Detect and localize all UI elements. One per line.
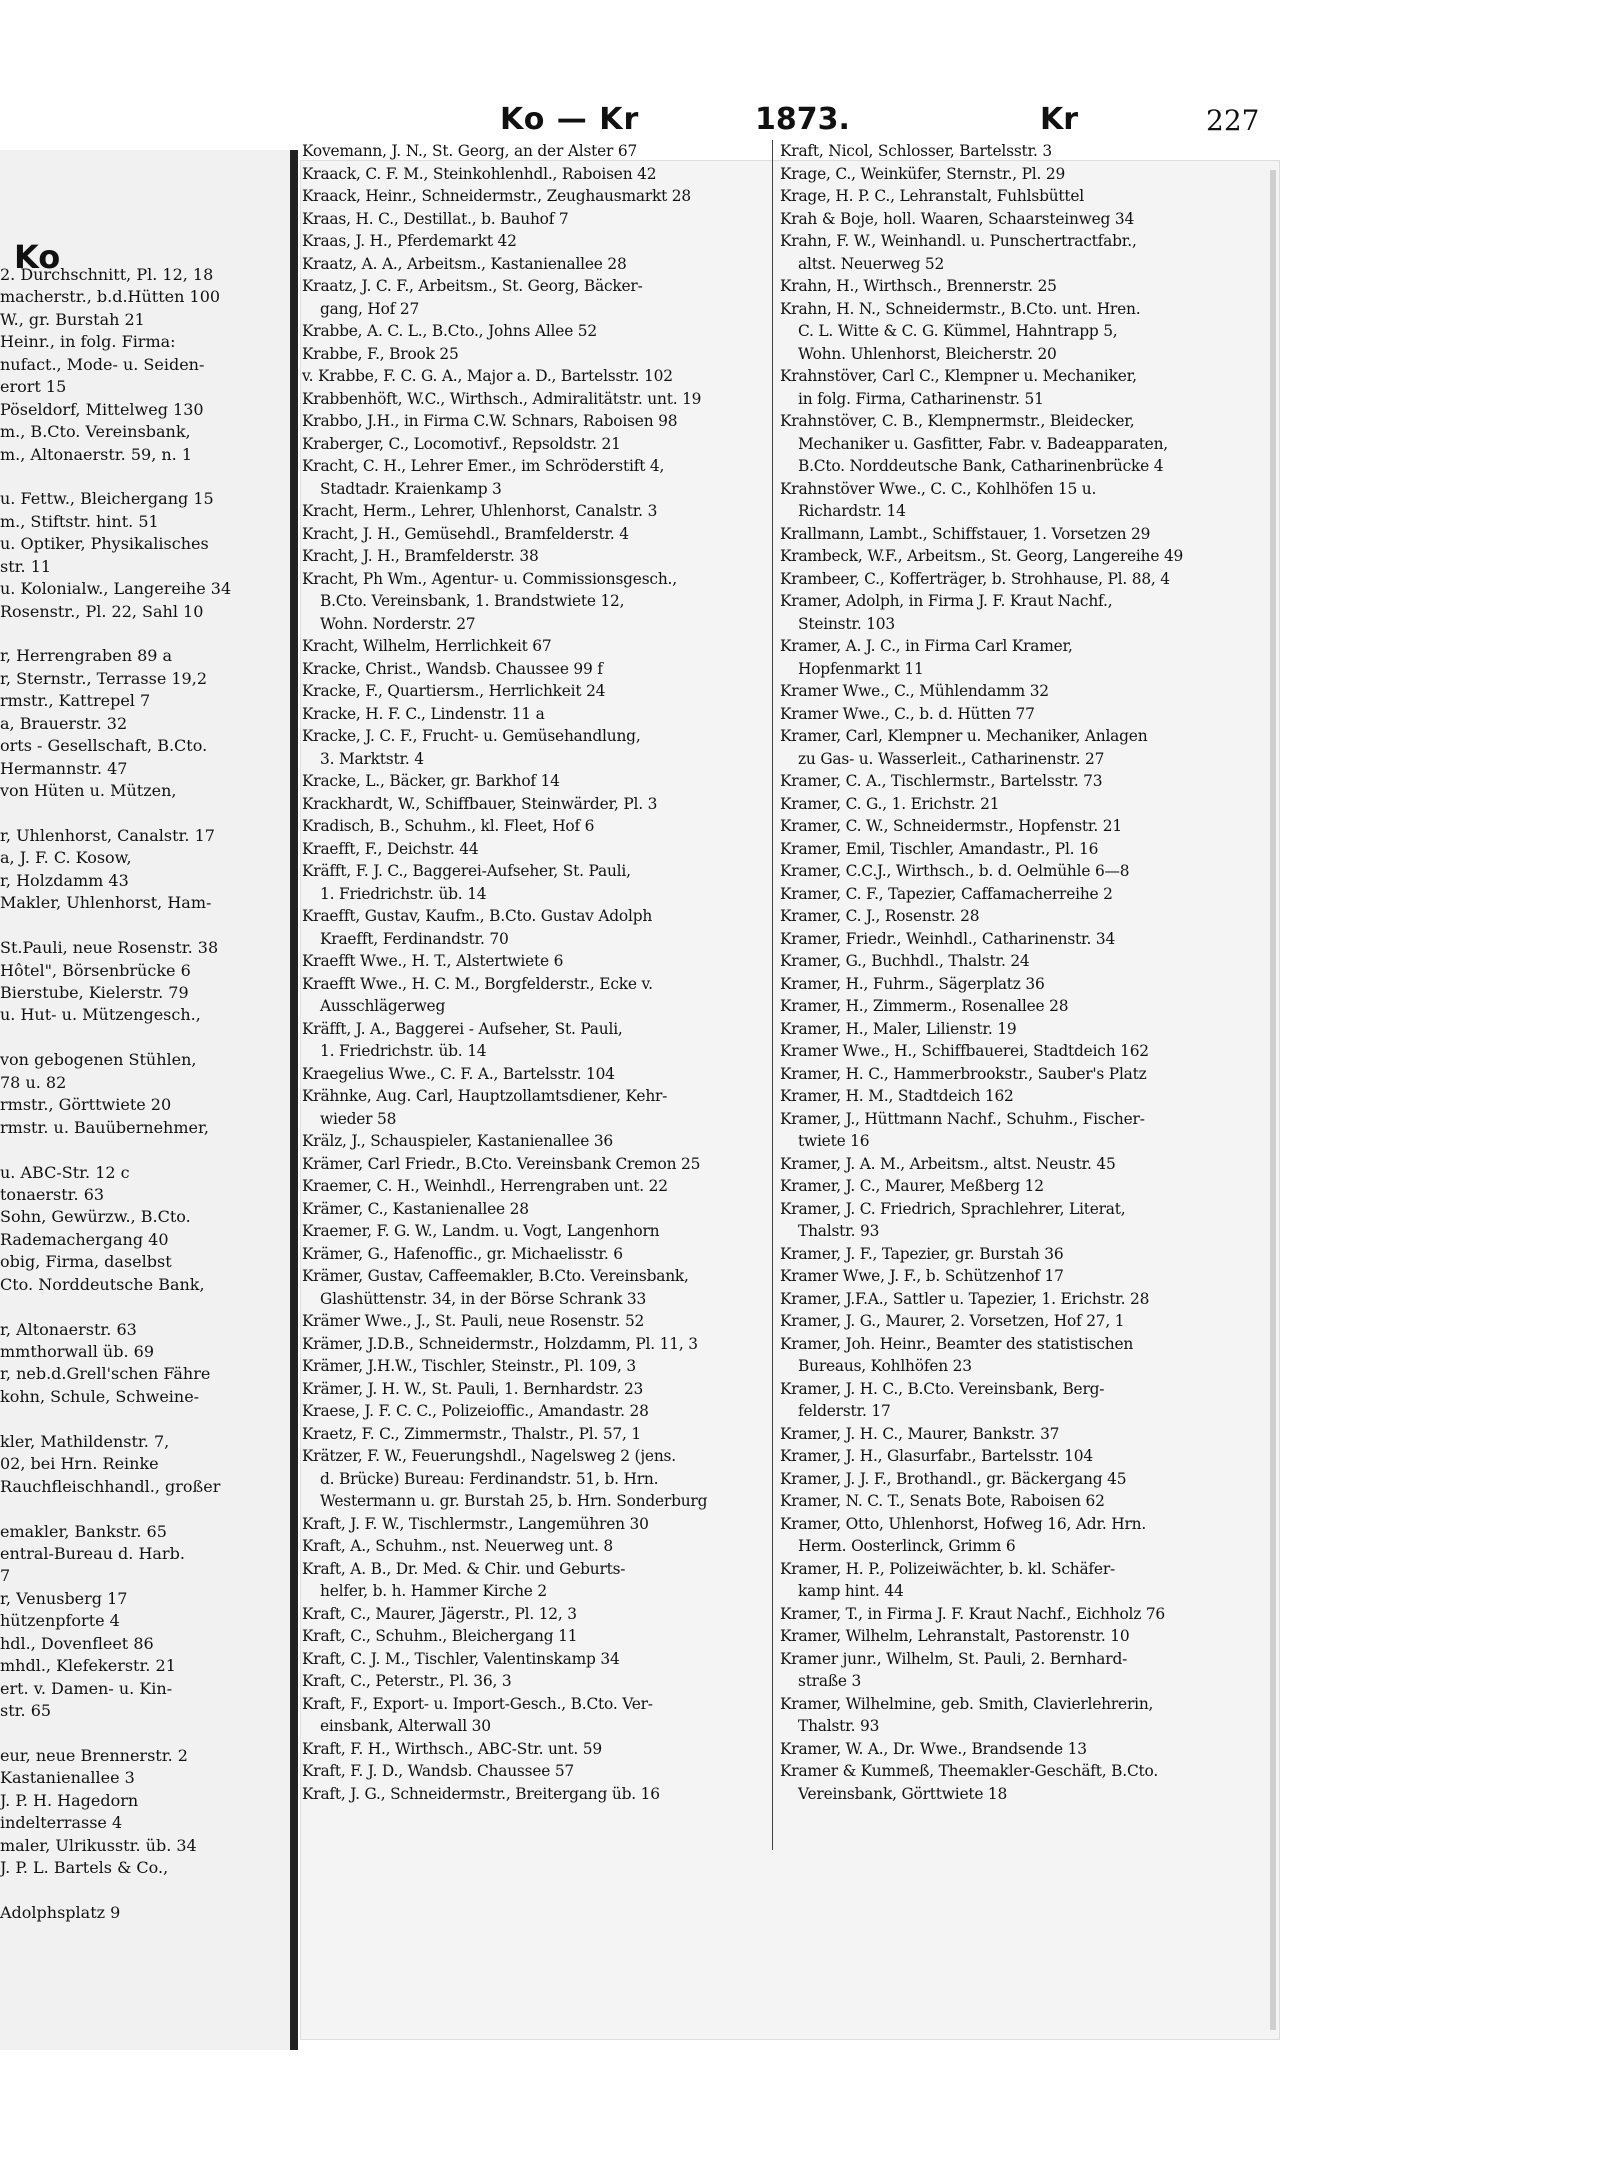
left-page-line: J. P. H. Hagedorn bbox=[0, 1790, 139, 1810]
directory-entry-line: Kramer, C. W., Schneidermstr., Hopfenstr. 21 bbox=[780, 817, 1122, 835]
left-page-lines bbox=[0, 264, 292, 1924]
directory-entry-line: Kraft, A. B., Dr. Med. & Chir. und Geburts- bbox=[302, 1559, 626, 1578]
directory-entry-line: Krahn, H. N., Schneidermstr., B.Cto. unt. Hren. bbox=[780, 299, 1141, 318]
directory-entry-line: B.Cto. Norddeutsche Bank, Catharinenbrücke 4 bbox=[798, 457, 1164, 475]
left-page-line: u. ABC-Str. 12 c bbox=[0, 1162, 130, 1182]
left-page-line: St.Pauli, neue Rosenstr. 38 bbox=[0, 938, 219, 958]
directory-entry-line: Kracht, Herm., Lehrer, Uhlenhorst, Canalstr. 3 bbox=[302, 502, 658, 520]
left-page-line: ert. v. Damen- u. Kin- bbox=[0, 1678, 173, 1698]
left-page-line: nufact., Mode- u. Seiden- bbox=[0, 354, 205, 374]
directory-entry-line: Krambeck, W.F., Arbeitsm., St. Georg, Langereihe 49 bbox=[780, 547, 1184, 565]
left-page-line bbox=[0, 915, 292, 937]
directory-entry-line: Kramer, C. A., Tischlermstr., Bartelsstr. 73 bbox=[780, 772, 1103, 790]
directory-entry-line: Kraefft, Ferdinandstr. 70 bbox=[320, 929, 509, 948]
directory-entry-line: Kracht, J. H., Gemüsehdl., Bramfelderstr. 4 bbox=[302, 524, 629, 543]
directory-entry-line: Bureaus, Kohlhöfen 23 bbox=[798, 1357, 972, 1375]
directory-entry-line: Kramer Wwe, J. F., b. Schützenhof 17 bbox=[780, 1267, 1064, 1285]
left-page-line: hdl., Dovenfleet 86 bbox=[0, 1633, 154, 1653]
left-page-line: kohn, Schule, Schweine- bbox=[0, 1386, 200, 1406]
directory-entry-line: v. Krabbe, F. C. G. A., Major a. D., Bartelsstr. 102 bbox=[302, 367, 673, 385]
left-page-line: rmstr., Görttwiete 20 bbox=[0, 1095, 172, 1115]
directory-entry-line: Kramer, H., Maler, Lilienstr. 19 bbox=[780, 1019, 1017, 1038]
directory-entry-line: Glashüttenstr. 34, in der Börse Schrank 33 bbox=[320, 1289, 647, 1308]
left-page-line: 7 bbox=[0, 1566, 11, 1586]
left-page-line: rmstr., Kattrepel 7 bbox=[0, 691, 151, 711]
left-page-line: orts - Gesellschaft, B.Cto. bbox=[0, 736, 208, 756]
left-page-line: hützenpforte 4 bbox=[0, 1611, 120, 1631]
column-divider bbox=[772, 140, 773, 1850]
directory-entry-line: Kramer, Carl, Klempner u. Mechaniker, Anlagen bbox=[780, 727, 1148, 745]
left-page-line: 2. Durchschnitt, Pl. 12, 18 bbox=[0, 265, 214, 284]
left-page-line: Makler, Uhlenhorst, Ham- bbox=[0, 893, 212, 913]
directory-entry-line: Kramer, Wilhelm, Lehranstalt, Pastorenstr. 10 bbox=[780, 1627, 1130, 1645]
left-page-line: obig, Firma, daselbst bbox=[0, 1252, 172, 1272]
directory-entry-line: Kramer, J. C., Maurer, Meßberg 12 bbox=[780, 1177, 1044, 1195]
directory-entry-line: gang, Hof 27 bbox=[320, 299, 420, 318]
left-page-line: von gebogenen Stühlen, bbox=[0, 1050, 197, 1070]
directory-entry-line: Kramer, J. C. Friedrich, Sprachlehrer, Literat, bbox=[780, 1199, 1126, 1218]
header-year: 1873. bbox=[755, 102, 850, 137]
left-page-line: eur, neue Brennerstr. 2 bbox=[0, 1745, 188, 1765]
directory-entry-line: Kramer, G., Buchhdl., Thalstr. 24 bbox=[780, 952, 1030, 970]
directory-entry-line: Krabbe, A. C. L., B.Cto., Johns Allee 52 bbox=[302, 322, 597, 340]
directory-entry-line: 1. Friedrichstr. üb. 14 bbox=[320, 1042, 487, 1060]
directory-entry-line: Krackhardt, W., Schiffbauer, Steinwärder, Pl. 3 bbox=[302, 794, 658, 813]
directory-entry-line: Krahnstöver Wwe., C. C., Kohlhöfen 15 u. bbox=[780, 479, 1097, 498]
left-page-line: Adolphsplatz 9 bbox=[0, 1902, 121, 1922]
directory-entry-line: Kramer, H., Zimmerm., Rosenallee 28 bbox=[780, 997, 1069, 1015]
directory-entry-line: Kramer, J. A. M., Arbeitsm., altst. Neustr. 45 bbox=[780, 1154, 1116, 1173]
left-page-line bbox=[0, 1498, 292, 1520]
directory-entry-line: Kramer, J. G., Maurer, 2. Vorsetzen, Hof 27, 1 bbox=[780, 1312, 1125, 1330]
directory-entry-line: Kramer, Adolph, in Firma J. F. Kraut Nachf., bbox=[780, 592, 1113, 610]
left-page-line: entral-Bureau d. Harb. bbox=[0, 1543, 185, 1563]
directory-entry-line: Kramer, Otto, Uhlenhorst, Hofweg 16, Adr. Hrn. bbox=[780, 1514, 1147, 1533]
left-page-line bbox=[0, 1408, 292, 1430]
directory-entry-line: Kraft, C., Schuhm., Bleichergang 11 bbox=[302, 1627, 578, 1645]
left-page-line: rmstr. u. Bauübernehmer, bbox=[0, 1117, 209, 1137]
directory-entry-line: Kraft, F., Export- u. Import-Gesch., B.Cto. Ver- bbox=[302, 1694, 653, 1713]
directory-entry-line: Wohn. Uhlenhorst, Bleicherstr. 20 bbox=[798, 344, 1057, 363]
directory-entry-line: Krabbe, F., Brook 25 bbox=[302, 344, 459, 363]
directory-entry-line: Mechaniker u. Gasfitter, Fabr. v. Badeapparaten, bbox=[798, 434, 1168, 453]
left-page-line: 02, bei Hrn. Reinke bbox=[0, 1454, 159, 1474]
directory-entry-line: Kraft, F. J. D., Wandsb. Chaussee 57 bbox=[302, 1762, 575, 1780]
directory-entry-line: Kraas, H. C., Destillat., b. Bauhof 7 bbox=[302, 209, 569, 228]
directory-entry-line: Kramer, J. J. F., Brothandl., gr. Bäckergang 45 bbox=[780, 1469, 1127, 1488]
directory-entry-line: Kramer, C.C.J., Wirthsch., b. d. Oelmühle 6—8 bbox=[780, 862, 1130, 880]
directory-entry-line: Kramer, T., in Firma J. F. Kraut Nachf., Eichholz 76 bbox=[780, 1604, 1166, 1623]
left-page-line: Rademachergang 40 bbox=[0, 1229, 169, 1249]
directory-entry-line: Kraft, Nicol, Schlosser, Bartelsstr. 3 bbox=[780, 142, 1052, 160]
header-range: Ko — Kr bbox=[500, 102, 640, 137]
directory-entry-line: Krahnstöver, Carl C., Klempner u. Mechaniker, bbox=[780, 367, 1137, 385]
directory-entry-line: Kramer, C. G., 1. Erichstr. 21 bbox=[780, 794, 1000, 813]
directory-entry-line: Kramer Wwe., C., b. d. Hütten 77 bbox=[780, 704, 1035, 723]
directory-entry-line: Krage, H. P. C., Lehranstalt, Fuhlsbüttel bbox=[780, 187, 1085, 205]
left-page-line: a, J. F. C. Kosow, bbox=[0, 848, 132, 868]
directory-entry-line: Kradisch, B., Schuhm., kl. Fleet, Hof 6 bbox=[302, 817, 595, 835]
directory-entry-line: Kramer junr., Wilhelm, St. Pauli, 2. Bernhard- bbox=[780, 1649, 1128, 1668]
directory-entry-line: Krätzer, F. W., Feuerungshdl., Nagelsweg 2 (jens. bbox=[302, 1447, 676, 1465]
directory-entry-line: Kraemer, C. H., Weinhdl., Herrengraben unt. 22 bbox=[302, 1177, 668, 1195]
directory-entry-line: straße 3 bbox=[798, 1672, 862, 1690]
directory-entry-line: Krämer, J. H. W., St. Pauli, 1. Bernhardstr. 23 bbox=[302, 1379, 644, 1398]
directory-entry-line: Thalstr. 93 bbox=[798, 1222, 880, 1240]
left-page-line bbox=[0, 623, 292, 645]
directory-entry-line: Kramer, C. J., Rosenstr. 28 bbox=[780, 907, 980, 925]
left-page-line bbox=[0, 1296, 292, 1318]
directory-entry-line: Kramer, Wilhelmine, geb. Smith, Clavierlehrerin, bbox=[780, 1694, 1154, 1713]
directory-entry-line: Kramer Wwe., C., Mühlendamm 32 bbox=[780, 682, 1049, 700]
directory-entry-line: Kracht, Wilhelm, Herrlichkeit 67 bbox=[302, 637, 552, 655]
directory-entry-line: Kovemann, J. N., St. Georg, an der Alster 67 bbox=[302, 142, 638, 160]
directory-entry-line: helfer, b. h. Hammer Kirche 2 bbox=[320, 1582, 547, 1600]
directory-entry-line: Kraatz, A. A., Arbeitsm., Kastanienallee 28 bbox=[302, 254, 627, 273]
directory-entry-line: Kraft, C., Peterstr., Pl. 36, 3 bbox=[302, 1672, 512, 1690]
header-letters: Kr bbox=[1040, 102, 1079, 137]
directory-entry-line: 1. Friedrichstr. üb. 14 bbox=[320, 884, 487, 903]
directory-entry-line: Kramer, J.F.A., Sattler u. Tapezier, 1. Erichstr. 28 bbox=[780, 1289, 1150, 1308]
left-page-line: W., gr. Burstah 21 bbox=[0, 309, 145, 329]
left-page-line: Pöseldorf, Mittelweg 130 bbox=[0, 399, 204, 419]
directory-entry-line: zu Gas- u. Wasserleit., Catharinenstr. 27 bbox=[798, 749, 1105, 768]
directory-entry-line: Kramer, Emil, Tischler, Amandastr., Pl. 16 bbox=[780, 839, 1099, 858]
directory-entry-line: Kracke, H. F. C., Lindenstr. 11 a bbox=[302, 704, 545, 723]
directory-entry-line: Kraack, Heinr., Schneidermstr., Zeughausmarkt 28 bbox=[302, 187, 691, 205]
directory-entry-line: Kraefft, Gustav, Kaufm., B.Cto. Gustav Adolph bbox=[302, 907, 653, 925]
left-page-fragment bbox=[0, 150, 293, 2050]
directory-entry-line: Kraatz, J. C. F., Arbeitsm., St. Georg, Bäcker- bbox=[302, 277, 643, 295]
directory-entry-line: Krämer, Carl Friedr., B.Cto. Vereinsbank Cremon 25 bbox=[302, 1154, 701, 1173]
left-page-line: m., Stiftstr. hint. 51 bbox=[0, 511, 159, 531]
directory-entry-line: Krämer, J.H.W., Tischler, Steinstr., Pl. 109, 3 bbox=[302, 1357, 636, 1375]
directory-entry-line: Krämer, Gustav, Caffeemakler, B.Cto. Vereinsbank, bbox=[302, 1267, 689, 1285]
left-page-line: Bierstube, Kielerstr. 79 bbox=[0, 983, 189, 1002]
directory-entry-line: Vereinsbank, Görttwiete 18 bbox=[798, 1784, 1008, 1803]
directory-entry-line: Steinstr. 103 bbox=[798, 614, 895, 633]
directory-entry-line: Krahn, F. W., Weinhandl. u. Punschertractfabr., bbox=[780, 232, 1137, 250]
page-edge bbox=[1270, 170, 1276, 2030]
left-page-line: Hermannstr. 47 bbox=[0, 758, 128, 778]
left-page-line: J. P. L. Bartels & Co., bbox=[0, 1858, 169, 1878]
directory-entry-line: twiete 16 bbox=[798, 1132, 870, 1150]
left-page-line: maler, Ulrikusstr. üb. 34 bbox=[0, 1835, 197, 1855]
directory-entry-line: Kramer, Friedr., Weinhdl., Catharinenstr. 34 bbox=[780, 929, 1116, 948]
directory-entry-line: Kramer Wwe., H., Schiffbauerei, Stadtdeich 162 bbox=[780, 1042, 1149, 1060]
left-page-heading: Ko bbox=[14, 238, 61, 276]
directory-entry-line: Kramer, H., Fuhrm., Sägerplatz 36 bbox=[780, 974, 1045, 993]
book-gutter bbox=[290, 150, 298, 2050]
left-page-line bbox=[0, 1880, 292, 1902]
left-page-line: Rosenstr., Pl. 22, Sahl 10 bbox=[0, 601, 204, 621]
directory-entry-line: felderstr. 17 bbox=[798, 1402, 891, 1420]
left-page-line: mmthorwall üb. 69 bbox=[0, 1342, 154, 1361]
directory-entry-line: Krämer, C., Kastanienallee 28 bbox=[302, 1199, 529, 1218]
directory-entry-line: Kramer, J., Hüttmann Nachf., Schuhm., Fischer- bbox=[780, 1109, 1145, 1128]
left-page-line bbox=[0, 803, 292, 825]
directory-entry-line: in folg. Firma, Catharinenstr. 51 bbox=[798, 389, 1044, 408]
directory-entry-line: Kracke, L., Bäcker, gr. Barkhof 14 bbox=[302, 772, 560, 790]
directory-entry-line: Kramer, H. P., Polizeiwächter, b. kl. Schäfer- bbox=[780, 1559, 1115, 1578]
directory-entry-line: Kraft, A., Schuhm., nst. Neuerweg unt. 8 bbox=[302, 1537, 614, 1555]
directory-entry-line: C. L. Witte & C. G. Kümmel, Hahntrapp 5, bbox=[798, 322, 1118, 340]
left-page-line: Heinr., in folg. Firma: bbox=[0, 332, 176, 352]
directory-entry-line: Krämer, J.D.B., Schneidermstr., Holzdamm, Pl. 11, 3 bbox=[302, 1334, 698, 1353]
left-page-line: str. 11 bbox=[0, 556, 52, 576]
directory-entry-line: Kracke, F., Quartiersm., Herrlichkeit 24 bbox=[302, 682, 606, 700]
left-page-line: a, Brauerstr. 32 bbox=[0, 713, 128, 733]
directory-entry-line: Kraetz, F. C., Zimmermstr., Thalstr., Pl. 57, 1 bbox=[302, 1424, 641, 1443]
directory-entry-line: Krälz, J., Schauspieler, Kastanienallee 36 bbox=[302, 1132, 614, 1150]
left-page-line: r, neb.d.Grell'schen Fähre bbox=[0, 1364, 211, 1384]
left-page-line: emakler, Bankstr. 65 bbox=[0, 1521, 167, 1541]
directory-entry-line: d. Brücke) Bureau: Ferdinandstr. 51, b. Hrn. bbox=[320, 1469, 659, 1488]
left-page-line: r, Venusberg 17 bbox=[0, 1588, 128, 1608]
directory-entry-line: Kracke, Christ., Wandsb. Chaussee 99 f bbox=[302, 659, 603, 678]
left-page-line: kler, Mathildenstr. 7, bbox=[0, 1431, 170, 1451]
directory-entry-line: Kramer, A. J. C., in Firma Carl Kramer, bbox=[780, 637, 1073, 655]
left-page-line: str. 65 bbox=[0, 1701, 52, 1720]
left-page-line bbox=[0, 1722, 292, 1744]
directory-entry-line: Krabbenhöft, W.C., Wirthsch., Admiralitätstr. unt. 19 bbox=[302, 389, 702, 408]
directory-entry-line: Kraft, C., Maurer, Jägerstr., Pl. 12, 3 bbox=[302, 1604, 577, 1623]
left-page-line: mhdl., Klefekerstr. 21 bbox=[0, 1656, 176, 1676]
left-page-line: indelterrasse 4 bbox=[0, 1813, 123, 1833]
directory-entry-line: Kraberger, C., Locomotivf., Repsoldstr. 21 bbox=[302, 434, 621, 453]
left-page-line: Kastanienallee 3 bbox=[0, 1768, 135, 1788]
directory-column-right bbox=[780, 140, 1244, 1805]
directory-entry-line: Krah & Boje, holl. Waaren, Schaarsteinweg 34 bbox=[780, 209, 1135, 228]
directory-entry-line: Kraft, J. F. W., Tischlermstr., Langemühren 30 bbox=[302, 1514, 649, 1533]
left-page-line: u. Fettw., Bleichergang 15 bbox=[0, 489, 214, 509]
directory-entry-line: Krabbo, J.H., in Firma C.W. Schnars, Raboisen 98 bbox=[302, 412, 678, 430]
directory-entry-line: Thalstr. 93 bbox=[798, 1717, 880, 1735]
directory-entry-line: Krahnstöver, C. B., Klempnermstr., Bleidecker, bbox=[780, 412, 1135, 430]
directory-entry-line: Kraefft Wwe., H. C. M., Borgfelderstr., Ecke v. bbox=[302, 974, 653, 993]
left-page-line: r, Altonaerstr. 63 bbox=[0, 1319, 137, 1339]
directory-entry-line: altst. Neuerweg 52 bbox=[798, 254, 945, 273]
directory-entry-line: Kraemer, F. G. W., Landm. u. Vogt, Langenhorn bbox=[302, 1222, 660, 1240]
left-page-line: Rauchfleischhandl., großer bbox=[0, 1476, 221, 1496]
left-page-line: 78 u. 82 bbox=[0, 1072, 67, 1092]
directory-entry-line: Ausschlägerweg bbox=[320, 997, 446, 1015]
directory-entry-line: Krämer, G., Hafenoffic., gr. Michaelisstr. 6 bbox=[302, 1244, 623, 1263]
directory-entry-line: Kräfft, J. A., Baggerei - Aufseher, St. Pauli, bbox=[302, 1019, 623, 1038]
directory-entry-line: Kramer, J. H. C., Maurer, Bankstr. 37 bbox=[780, 1424, 1060, 1443]
directory-entry-line: Kraefft, F., Deichstr. 44 bbox=[302, 839, 479, 858]
directory-entry-line: Kramer & Kummeß, Theemakler-Geschäft, B.Cto. bbox=[780, 1762, 1159, 1780]
directory-entry-line: Kracht, Ph Wm., Agentur- u. Commissionsgesch., bbox=[302, 569, 677, 588]
left-page-line bbox=[0, 1027, 292, 1049]
left-page-line: Sohn, Gewürzw., B.Cto. bbox=[0, 1207, 191, 1227]
directory-entry-line: Kraegelius Wwe., C. F. A., Bartelsstr. 104 bbox=[302, 1064, 615, 1083]
directory-entry-line: Kräfft, F. J. C., Baggerei-Aufseher, St. Pauli, bbox=[302, 862, 631, 880]
directory-entry-line: Kramer, H. M., Stadtdeich 162 bbox=[780, 1087, 1014, 1105]
left-page-line: tonaerstr. 63 bbox=[0, 1184, 105, 1204]
directory-entry-line: Kraefft Wwe., H. T., Alstertwiete 6 bbox=[302, 952, 564, 970]
left-page-line: m., B.Cto. Vereinsbank, bbox=[0, 422, 191, 442]
directory-entry-line: Krallmann, Lambt., Schiffstauer, 1. Vorsetzen 29 bbox=[780, 524, 1151, 543]
left-page-line: u. Optiker, Physikalisches bbox=[0, 534, 209, 554]
directory-entry-line: Kramer, Joh. Heinr., Beamter des statistischen bbox=[780, 1334, 1134, 1353]
directory-entry-line: einsbank, Alterwall 30 bbox=[320, 1717, 491, 1735]
directory-entry-line: Kramer, J. F., Tapezier, gr. Burstah 36 bbox=[780, 1244, 1064, 1263]
directory-entry-line: Kracht, J. H., Bramfelderstr. 38 bbox=[302, 547, 539, 565]
directory-entry-line: Kramer, H. C., Hammerbrookstr., Sauber's Platz bbox=[780, 1064, 1147, 1083]
directory-entry-line: Krähnke, Aug. Carl, Hauptzollamtsdiener, Kehr- bbox=[302, 1087, 668, 1105]
directory-entry-line: Kramer, J. H. C., B.Cto. Vereinsbank, Berg- bbox=[780, 1379, 1105, 1398]
directory-entry-line: Krämer Wwe., J., St. Pauli, neue Rosenstr. 52 bbox=[302, 1312, 645, 1330]
left-page-line: r, Holzdamm 43 bbox=[0, 870, 129, 890]
left-page-line: r, Herrengraben 89 a bbox=[0, 646, 173, 666]
directory-entry-line: Kramer, N. C. T., Senats Bote, Raboisen 62 bbox=[780, 1492, 1105, 1510]
left-page-line: Hôtel", Börsenbrücke 6 bbox=[0, 960, 191, 980]
page-header bbox=[300, 100, 1260, 140]
directory-entry-line: Kraft, F. H., Wirthsch., ABC-Str. unt. 59 bbox=[302, 1739, 602, 1758]
directory-entry-line: Krage, C., Weinküfer, Sternstr., Pl. 29 bbox=[780, 164, 1066, 183]
left-page-line: u. Hut- u. Mützengesch., bbox=[0, 1005, 201, 1025]
directory-entry-line: 3. Marktstr. 4 bbox=[320, 749, 424, 768]
left-page-line bbox=[0, 1139, 292, 1161]
directory-entry-line: Kracke, J. C. F., Frucht- u. Gemüsehandlung, bbox=[302, 727, 641, 745]
directory-entry-line: Hopfenmarkt 11 bbox=[798, 659, 924, 678]
left-page-line: macherstr., b.d.Hütten 100 bbox=[0, 287, 221, 307]
directory-entry-line: Kramer, C. F., Tapezier, Caffamacherreihe 2 bbox=[780, 884, 1113, 903]
left-page-line: m., Altonaerstr. 59, n. 1 bbox=[0, 444, 193, 464]
left-page-line: erort 15 bbox=[0, 377, 67, 397]
page-number: 227 bbox=[1206, 104, 1260, 137]
left-page-line bbox=[0, 466, 292, 488]
directory-entry-line: Kramer, J. H., Glasurfabr., Bartelsstr. 104 bbox=[780, 1447, 1093, 1465]
directory-column-left bbox=[302, 140, 766, 1805]
left-page-line: u. Kolonialw., Langereihe 34 bbox=[0, 579, 232, 599]
directory-entry-line: Kraas, J. H., Pferdemarkt 42 bbox=[302, 232, 517, 250]
directory-entry-line: Krambeer, C., Kofferträger, b. Strohhause, Pl. 88, 4 bbox=[780, 569, 1170, 588]
left-page-line: r, Sternstr., Terrasse 19,2 bbox=[0, 668, 207, 688]
directory-entry-line: Kraack, C. F. M., Steinkohlenhdl., Raboisen 42 bbox=[302, 164, 657, 183]
directory-entry-line: Richardstr. 14 bbox=[798, 502, 906, 520]
directory-entry-line: wieder 58 bbox=[320, 1109, 397, 1128]
directory-entry-line: Herm. Oosterlinck, Grimm 6 bbox=[798, 1537, 1016, 1555]
directory-entry-line: kamp hint. 44 bbox=[798, 1582, 904, 1600]
directory-entry-line: Kramer, W. A., Dr. Wwe., Brandsende 13 bbox=[780, 1739, 1087, 1758]
directory-entry-line: Kraese, J. F. C. C., Polizeioffic., Amandastr. 28 bbox=[302, 1402, 649, 1420]
directory-entry-line: Kraft, C. J. M., Tischler, Valentinskamp 34 bbox=[302, 1649, 620, 1668]
directory-entry-line: Krahn, H., Wirthsch., Brennerstr. 25 bbox=[780, 277, 1057, 295]
left-page-line: r, Uhlenhorst, Canalstr. 17 bbox=[0, 825, 215, 845]
directory-entry-line: Westermann u. gr. Burstah 25, b. Hrn. Sonderburg bbox=[320, 1492, 708, 1510]
directory-entry-line: Stadtadr. Kraienkamp 3 bbox=[320, 479, 502, 498]
directory-entry-line: B.Cto. Vereinsbank, 1. Brandstwiete 12, bbox=[320, 592, 625, 610]
directory-entry-line: Wohn. Norderstr. 27 bbox=[320, 614, 476, 633]
directory-entry-line: Kraft, J. G., Schneidermstr., Breitergang üb. 16 bbox=[302, 1784, 660, 1803]
left-page-line: von Hüten u. Mützen, bbox=[0, 781, 177, 801]
left-page-line: Cto. Norddeutsche Bank, bbox=[0, 1274, 205, 1294]
directory-entry-line: Kracht, C. H., Lehrer Emer., im Schröderstift 4, bbox=[302, 457, 665, 475]
